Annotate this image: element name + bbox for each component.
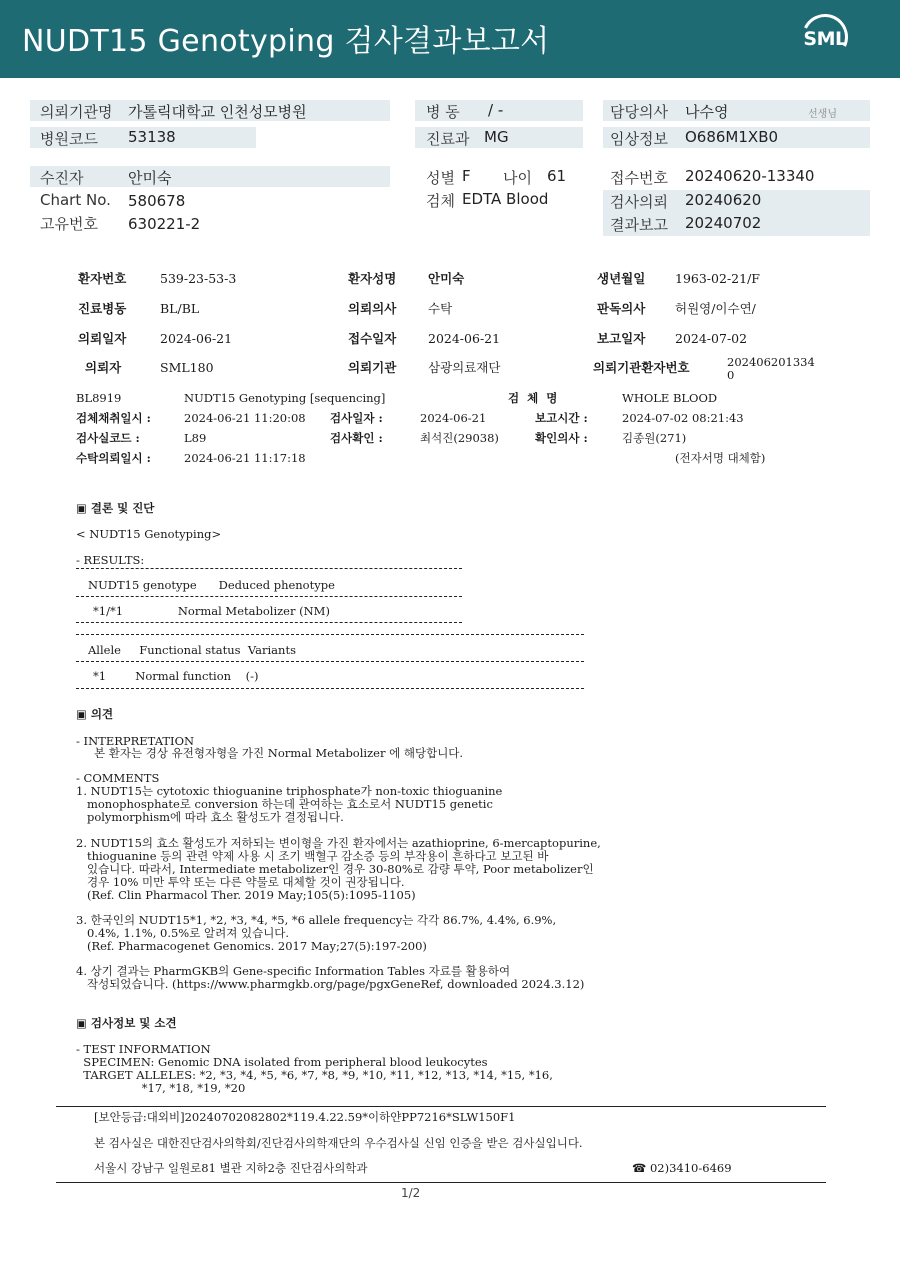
r1-l3: 생년월일 (597, 271, 646, 286)
r2-l1: 진료병동 (78, 301, 127, 316)
certification-line: 본 검사실은 대한진단검사의학회/진단검사의학재단의 우수검사실 신임 인증을 받은 검사실입니다. (94, 1136, 583, 1150)
l3-e: 확인의사 : (535, 431, 588, 445)
results-heading: - RESULTS: (76, 553, 145, 567)
section-conclusion: ▣ 결론 및 진단 (76, 501, 155, 515)
divider (76, 634, 584, 635)
comment-3-line: (Ref. Pharmacogenet Genomics. 2017 May;27(5):197-200) (76, 939, 427, 953)
divider (76, 661, 584, 662)
chart-label: Chart No. (40, 191, 111, 209)
test-req-label: 검사의뢰 (610, 193, 668, 211)
divider (76, 688, 584, 689)
divider (76, 622, 462, 623)
l3-b: L89 (184, 431, 207, 445)
doctor-value: 나수영 (685, 103, 729, 121)
l4-a: 수탁의뢰일시 : (76, 451, 151, 465)
l2-c: 검사일자 : (330, 411, 383, 425)
comment-2-line: 경우 10% 미만 투약 또는 다른 약물로 대체할 것이 권장됩니다. (76, 875, 405, 889)
specimen-label: 검체 (426, 192, 455, 210)
comment-2-line: (Ref. Clin Pharmacol Ther. 2019 May;105(5):1095-1105) (76, 888, 416, 902)
r2-l2: 의뢰의사 (348, 301, 397, 316)
comments-heading: - COMMENTS (76, 771, 160, 785)
uid-label: 고유번호 (40, 215, 98, 233)
l3-d: 최석진(29038) (420, 431, 499, 445)
recv-no-label: 접수번호 (610, 169, 668, 187)
r1-l1: 환자번호 (78, 271, 127, 286)
clinical-value: O686M1XB0 (685, 128, 779, 146)
ward-value: / - (488, 101, 504, 119)
sex-label: 성별 (426, 169, 455, 187)
l2-b: 2024-06-21 11:20:08 (184, 411, 306, 425)
r3-v1: 2024-06-21 (160, 331, 233, 346)
phone-line: ☎ 02)3410-6469 (632, 1161, 732, 1175)
age-value: 61 (547, 167, 567, 185)
clinical-label: 임상정보 (610, 130, 668, 148)
footer-divider (56, 1106, 826, 1107)
comment-2-line: 2. NUDT15의 효소 활성도가 저하되는 변이형을 가진 환자에서는 azathioprine, 6-mercaptopurine, (76, 836, 601, 850)
comment-1-line: monophosphate로 conversion 하는데 관여하는 효소로서 NUDT15 genetic (76, 797, 493, 811)
test-info-line: TARGET ALLELES: *2, *3, *4, *5, *6, *7, *8, *9, *10, *11, *12, *13, *14, *15, *16, (76, 1068, 553, 1082)
address-line: 서울시 강남구 일원로81 별관 지하2층 진단검사의학과 (94, 1161, 368, 1175)
l2-d: 2024-06-21 (420, 411, 487, 425)
specimen-name-label: 검 체 명 (508, 391, 558, 405)
test-info-line: SPECIMEN: Genomic DNA isolated from peripheral blood leukocytes (76, 1055, 488, 1069)
interpretation-text: 본 환자는 경상 유전형자형을 가진 Normal Metabolizer 에 해당합니다. (94, 746, 464, 760)
security-line: [보안등급:대외비]20240702082802*119.4.22.59*이하얀PP7216*SLW150F1 (94, 1110, 516, 1124)
patient-label: 수진자 (40, 169, 84, 187)
e-sign-note: (전자서명 대체함) (675, 451, 766, 465)
interpretation-heading: - INTERPRETATION (76, 734, 195, 748)
req-org-value: 가톨릭대학교 인천성모병원 (128, 103, 307, 121)
req-org-label: 의뢰기관명 (40, 103, 113, 121)
r2-v3: 허원영/이수연/ (675, 301, 756, 316)
r3-l1: 의뢰일자 (78, 331, 127, 346)
table1-row: *1/*1 Normal Metabolizer (NM) (93, 604, 330, 618)
hosp-code-label: 병원코드 (40, 130, 98, 148)
r1-v2: 안미숙 (428, 271, 465, 286)
r4-l3: 의뢰기관환자번호 (593, 360, 690, 375)
comment-4-line: 4. 상기 결과는 PharmGKB의 Gene-specific Information Tables 자료를 활용하여 (76, 964, 511, 978)
test-info-line: *17, *18, *19, *20 (76, 1081, 246, 1095)
l3-c: 검사확인 : (330, 431, 383, 445)
table2-header: Allele Functional status Variants (88, 643, 296, 657)
doctor-label: 담당의사 (610, 103, 668, 121)
divider (76, 596, 462, 597)
dept-value: MG (484, 128, 509, 146)
l3-f: 김종원(271) (622, 431, 687, 445)
footer-divider (56, 1182, 826, 1183)
r1-l2: 환자성명 (348, 271, 397, 286)
r4-l2: 의뢰기관 (348, 360, 397, 375)
l2-a: 검체채취일시 : (76, 411, 151, 425)
logo-text: SML (803, 28, 847, 50)
doctor-suffix: 선생님 (808, 109, 837, 120)
l4-b: 2024-06-21 11:17:18 (184, 451, 306, 465)
chart-value: 580678 (128, 192, 186, 210)
uid-value: 630221-2 (128, 215, 201, 233)
r4-v3a: 202406201334 (727, 355, 815, 369)
result-date-label: 결과보고 (610, 216, 668, 234)
result-date-value: 20240702 (685, 214, 762, 232)
r4-v1: SML180 (160, 360, 214, 375)
r1-v1: 539-23-53-3 (160, 271, 237, 286)
comment-3-line: 3. 한국인의 NUDT15*1, *2, *3, *4, *5, *6 allele frequency는 각각 86.7%, 4.4%, 6.9%, (76, 913, 557, 927)
test-code: BL8919 (76, 391, 122, 405)
patient-bar (30, 166, 390, 187)
r1-v3: 1963-02-21/F (675, 271, 760, 286)
divider (76, 568, 462, 569)
dept-label: 진료과 (426, 130, 470, 148)
comment-3-line: 0.4%, 1.1%, 0.5%로 알려져 있습니다. (76, 926, 290, 940)
hosp-code-value: 53138 (128, 128, 176, 146)
test-req-value: 20240620 (685, 191, 762, 209)
r3-l3: 보고일자 (597, 331, 646, 346)
report-title: NUDT15 Genotyping 검사결과보고서 (22, 24, 550, 59)
r2-l3: 판독의사 (597, 301, 646, 316)
table2-row: *1 Normal function (-) (93, 669, 259, 683)
section-test-info: ▣ 검사정보 및 소견 (76, 1016, 177, 1030)
test-name: NUDT15 Genotyping [sequencing] (184, 391, 386, 405)
r4-v3b: 0 (727, 368, 735, 382)
specimen-name: WHOLE BLOOD (622, 391, 718, 405)
test-info-line: - TEST INFORMATION (76, 1042, 211, 1056)
page-number: 1/2 (401, 1186, 421, 1200)
section-opinion: ▣ 의견 (76, 707, 114, 721)
ward-label: 병 동 (426, 103, 460, 121)
l3-a: 검사실코드 : (76, 431, 140, 445)
specimen-value: EDTA Blood (462, 190, 549, 208)
recv-no-value: 20240620-13340 (685, 167, 815, 185)
sml-logo (798, 14, 852, 62)
comment-4-line: 작성되었습니다. (https://www.pharmgkb.org/page/pgxGeneRef, downloaded 2024.3.12) (76, 977, 585, 991)
age-label: 나이 (503, 169, 532, 187)
r3-l2: 접수일자 (348, 331, 397, 346)
comment-2-line: 있습니다. 따라서, Intermediate metabolizer인 경우 30-80%로 감량 투약, Poor metabolizer인 (76, 862, 594, 876)
table1-header: NUDT15 genotype Deduced phenotype (88, 578, 335, 592)
r4-l1: 의뢰자 (85, 360, 122, 375)
patient-value: 안미숙 (128, 169, 172, 187)
comment-1-line: 1. NUDT15는 cytotoxic thioguanine triphosphate가 non-toxic thioguanine (76, 784, 503, 798)
r3-v2: 2024-06-21 (428, 331, 501, 346)
sex-value: F (462, 167, 471, 185)
l2-f: 2024-07-02 08:21:43 (622, 411, 744, 425)
comment-1-line: polymorphism에 따라 효소 활성도가 결정됩니다. (76, 810, 344, 824)
r2-v1: BL/BL (160, 301, 200, 316)
sub-genotyping: < NUDT15 Genotyping> (76, 527, 222, 541)
l2-e: 보고시간 : (535, 411, 588, 425)
comment-2-line: thioguanine 등의 관련 약제 사용 시 조기 백혈구 감소증 등의 부작용이 흔하다고 보고된 바 (76, 849, 549, 863)
r4-v2: 삼광의료재단 (428, 360, 501, 375)
r2-v2: 수탁 (428, 301, 453, 316)
r3-v3: 2024-07-02 (675, 331, 748, 346)
